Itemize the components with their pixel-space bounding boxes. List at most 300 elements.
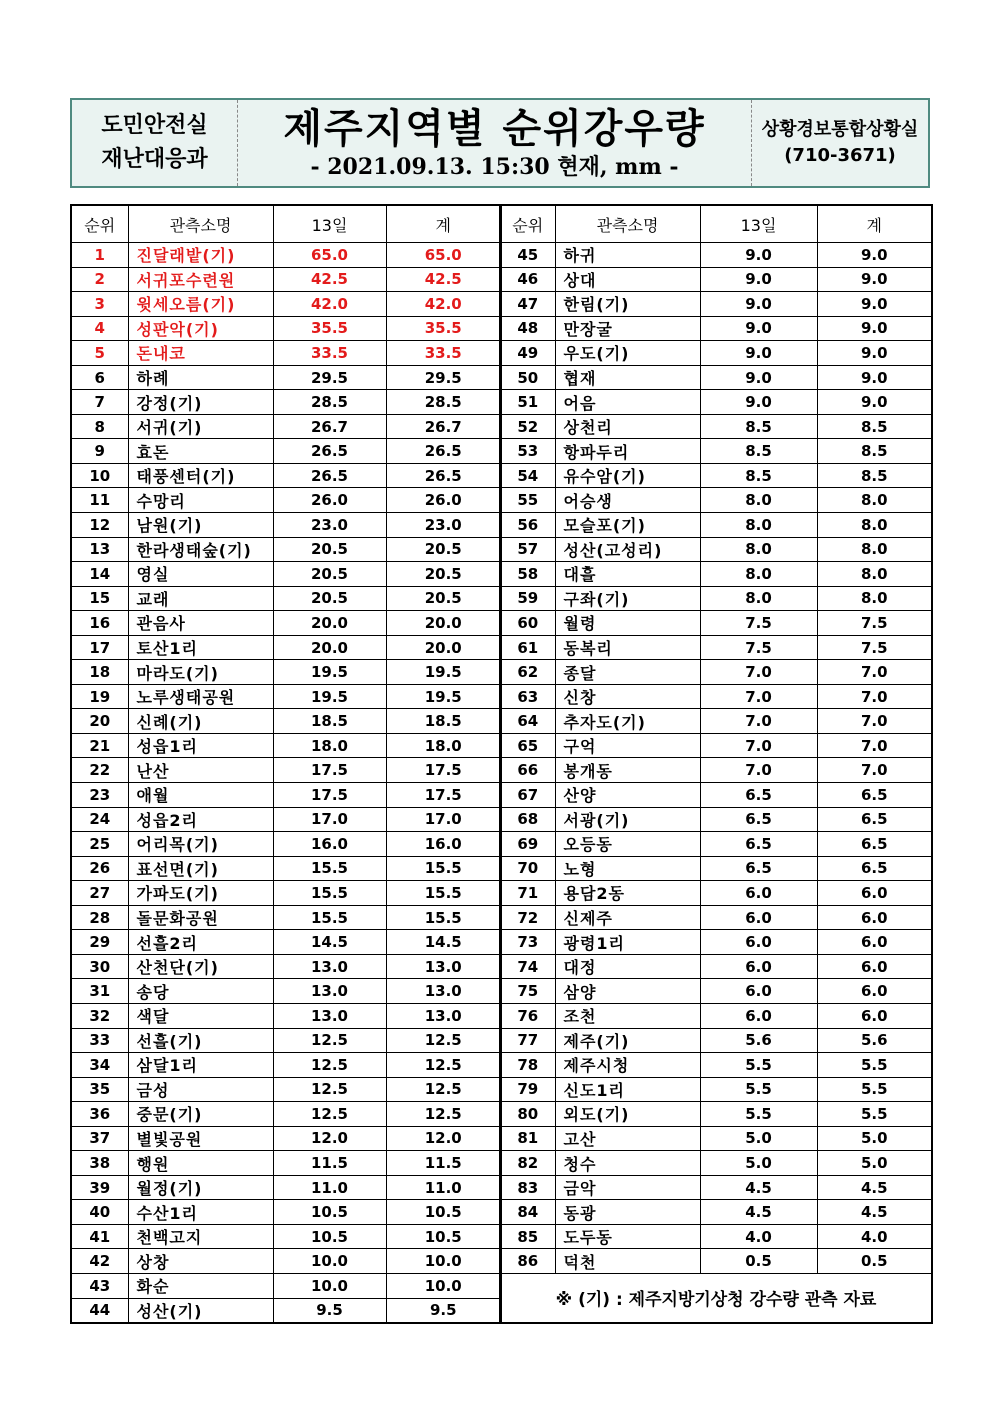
- rank-cell: 12: [71, 513, 128, 538]
- day-rain-cell: 9.0: [700, 292, 817, 317]
- table-row: [500, 881, 932, 906]
- day-rain-cell: 17.5: [273, 783, 386, 808]
- station-cell: 효돈: [128, 439, 273, 464]
- rank-cell: 55: [500, 488, 555, 513]
- table-row: [71, 905, 501, 930]
- day-rain-cell: 8.0: [700, 562, 817, 587]
- total-rain-cell: 6.5: [817, 783, 932, 808]
- total-rain-cell: 6.5: [817, 832, 932, 857]
- rank-cell: 61: [500, 635, 555, 660]
- total-rain-cell: 12.5: [386, 1053, 501, 1078]
- table-row: [71, 1200, 501, 1225]
- day-rain-cell: 10.5: [273, 1224, 386, 1249]
- rank-cell: 71: [500, 881, 555, 906]
- station-cell: 돈내코: [128, 341, 273, 366]
- total-rain-cell: 12.0: [386, 1126, 501, 1151]
- table-row: [71, 463, 501, 488]
- total-rain-cell: 42.0: [386, 292, 501, 317]
- total-rain-cell: 7.0: [817, 660, 932, 685]
- total-rain-cell: 17.5: [386, 758, 501, 783]
- station-cell: 돌문화공원: [128, 905, 273, 930]
- station-cell: 서광(기): [555, 807, 700, 832]
- station-cell: 천백고지: [128, 1224, 273, 1249]
- rank-cell: 80: [500, 1102, 555, 1127]
- station-cell: 제주(기): [555, 1028, 700, 1053]
- day-rain-cell: 33.5: [273, 341, 386, 366]
- station-cell: 관음사: [128, 611, 273, 636]
- day-rain-cell: 7.0: [700, 758, 817, 783]
- table-row: [71, 1003, 501, 1028]
- station-cell: 유수암(기): [555, 463, 700, 488]
- total-rain-cell: 8.0: [817, 537, 932, 562]
- total-rain-cell: 4.0: [817, 1224, 932, 1249]
- rank-cell: 13: [71, 537, 128, 562]
- day-rain-cell: 6.0: [700, 905, 817, 930]
- day-rain-cell: 5.5: [700, 1053, 817, 1078]
- total-rain-cell: 7.0: [817, 684, 932, 709]
- day-rain-cell: 5.0: [700, 1126, 817, 1151]
- day-rain-cell: 7.5: [700, 635, 817, 660]
- note-row: [500, 1273, 932, 1323]
- rank-cell: 78: [500, 1053, 555, 1078]
- rank-cell: 42: [71, 1249, 128, 1274]
- total-rain-cell: 12.5: [386, 1102, 501, 1127]
- total-rain-cell: 10.0: [386, 1249, 501, 1274]
- day-rain-cell: 6.0: [700, 954, 817, 979]
- total-rain-cell: 9.0: [817, 390, 932, 415]
- station-cell: 수산1리: [128, 1200, 273, 1225]
- day-rain-cell: 17.5: [273, 758, 386, 783]
- station-cell: 신제주: [555, 905, 700, 930]
- station-cell: 하례: [128, 365, 273, 390]
- total-rain-cell: 14.5: [386, 930, 501, 955]
- col-station-header: 관측소명: [555, 205, 700, 243]
- table-row: [71, 1028, 501, 1053]
- total-rain-cell: 9.0: [817, 316, 932, 341]
- table-row: [500, 341, 932, 366]
- rank-cell: 2: [71, 267, 128, 292]
- station-cell: 송당: [128, 979, 273, 1004]
- rank-cell: 79: [500, 1077, 555, 1102]
- table-row: [71, 439, 501, 464]
- rank-cell: 45: [500, 243, 555, 268]
- table-row: [500, 488, 932, 513]
- day-rain-cell: 9.0: [700, 243, 817, 268]
- day-rain-cell: 9.0: [700, 267, 817, 292]
- station-cell: 선흘2리: [128, 930, 273, 955]
- station-cell: 선흘(기): [128, 1028, 273, 1053]
- rank-cell: 31: [71, 979, 128, 1004]
- table-row: [71, 1175, 501, 1200]
- table-row: [71, 856, 501, 881]
- station-cell: 고산: [555, 1126, 700, 1151]
- day-rain-cell: 13.0: [273, 979, 386, 1004]
- day-rain-cell: 8.0: [700, 586, 817, 611]
- rank-cell: 66: [500, 758, 555, 783]
- day-rain-cell: 10.0: [273, 1249, 386, 1274]
- day-rain-cell: 6.0: [700, 979, 817, 1004]
- station-cell: 색달: [128, 1003, 273, 1028]
- table-row: [500, 1249, 932, 1274]
- rank-cell: 24: [71, 807, 128, 832]
- day-rain-cell: 5.5: [700, 1102, 817, 1127]
- table-row: [500, 684, 932, 709]
- station-cell: 광령1리: [555, 930, 700, 955]
- station-cell: 노루생태공원: [128, 684, 273, 709]
- station-cell: 덕천: [555, 1249, 700, 1274]
- table-row: [500, 979, 932, 1004]
- rank-cell: 8: [71, 414, 128, 439]
- table-row: [71, 979, 501, 1004]
- station-cell: 어음: [555, 390, 700, 415]
- total-rain-cell: 5.5: [817, 1077, 932, 1102]
- day-rain-cell: 10.5: [273, 1200, 386, 1225]
- day-rain-cell: 14.5: [273, 930, 386, 955]
- rank-cell: 65: [500, 733, 555, 758]
- total-rain-cell: 7.5: [817, 611, 932, 636]
- day-rain-cell: 8.5: [700, 439, 817, 464]
- day-rain-cell: 26.5: [273, 439, 386, 464]
- total-rain-cell: 17.5: [386, 783, 501, 808]
- station-cell: 구좌(기): [555, 586, 700, 611]
- rank-cell: 36: [71, 1102, 128, 1127]
- table-row: [500, 905, 932, 930]
- table-row: [500, 758, 932, 783]
- rank-cell: 17: [71, 635, 128, 660]
- rank-cell: 40: [71, 1200, 128, 1225]
- rank-cell: 3: [71, 292, 128, 317]
- day-rain-cell: 5.0: [700, 1151, 817, 1176]
- department-block: [72, 100, 238, 186]
- rank-cell: 48: [500, 316, 555, 341]
- total-rain-cell: 18.5: [386, 709, 501, 734]
- total-rain-cell: 23.0: [386, 513, 501, 538]
- total-rain-cell: 9.0: [817, 365, 932, 390]
- col-total-header: 계: [386, 205, 501, 243]
- rank-cell: 14: [71, 562, 128, 587]
- station-cell: 애월: [128, 783, 273, 808]
- rank-cell: 26: [71, 856, 128, 881]
- table-row: [71, 341, 501, 366]
- day-rain-cell: 4.5: [700, 1200, 817, 1225]
- day-rain-cell: 11.0: [273, 1175, 386, 1200]
- total-rain-cell: 10.5: [386, 1224, 501, 1249]
- col-day-header: 13일: [273, 205, 386, 243]
- day-rain-cell: 12.5: [273, 1077, 386, 1102]
- table-row: [500, 1126, 932, 1151]
- total-rain-cell: 6.0: [817, 954, 932, 979]
- rank-cell: 19: [71, 684, 128, 709]
- day-rain-cell: 12.5: [273, 1102, 386, 1127]
- office-phone: (710-3671): [784, 145, 896, 166]
- rank-cell: 70: [500, 856, 555, 881]
- table-row: [500, 930, 932, 955]
- table-row: [71, 1077, 501, 1102]
- day-rain-cell: 13.0: [273, 954, 386, 979]
- table-row: [71, 1151, 501, 1176]
- rank-cell: 74: [500, 954, 555, 979]
- day-rain-cell: 15.5: [273, 905, 386, 930]
- table-row: [500, 1200, 932, 1225]
- day-rain-cell: 28.5: [273, 390, 386, 415]
- total-rain-cell: 15.5: [386, 905, 501, 930]
- station-cell: 가파도(기): [128, 881, 273, 906]
- station-cell: 하귀: [555, 243, 700, 268]
- day-rain-cell: 12.5: [273, 1053, 386, 1078]
- day-rain-cell: 5.6: [700, 1028, 817, 1053]
- total-rain-cell: 15.5: [386, 856, 501, 881]
- day-rain-cell: 12.0: [273, 1126, 386, 1151]
- total-rain-cell: 8.0: [817, 562, 932, 587]
- station-cell: 화순: [128, 1273, 273, 1298]
- day-rain-cell: 7.0: [700, 733, 817, 758]
- station-cell: 신도1리: [555, 1077, 700, 1102]
- table-row: [71, 1298, 501, 1323]
- rank-cell: 60: [500, 611, 555, 636]
- col-rank-header: 순위: [71, 205, 128, 243]
- day-rain-cell: 7.0: [700, 660, 817, 685]
- table-row: [71, 243, 501, 268]
- rank-cell: 16: [71, 611, 128, 636]
- rank-cell: 62: [500, 660, 555, 685]
- station-cell: 삼달1리: [128, 1053, 273, 1078]
- table-row: [71, 414, 501, 439]
- rank-cell: 25: [71, 832, 128, 857]
- station-cell: 노형: [555, 856, 700, 881]
- station-cell: 서귀포수련원: [128, 267, 273, 292]
- day-rain-cell: 18.5: [273, 709, 386, 734]
- total-rain-cell: 11.0: [386, 1175, 501, 1200]
- station-cell: 강정(기): [128, 390, 273, 415]
- table-row: [71, 390, 501, 415]
- table-row: [71, 1053, 501, 1078]
- table-row: [500, 292, 932, 317]
- station-cell: 진달래밭(기): [128, 243, 273, 268]
- total-rain-cell: 11.5: [386, 1151, 501, 1176]
- total-rain-cell: 35.5: [386, 316, 501, 341]
- total-rain-cell: 9.0: [817, 292, 932, 317]
- rank-cell: 69: [500, 832, 555, 857]
- total-rain-cell: 29.5: [386, 365, 501, 390]
- total-rain-cell: 13.0: [386, 954, 501, 979]
- station-cell: 윗세오름(기): [128, 292, 273, 317]
- table-row: [500, 365, 932, 390]
- station-cell: 신창: [555, 684, 700, 709]
- total-rain-cell: 5.5: [817, 1053, 932, 1078]
- station-cell: 성읍2리: [128, 807, 273, 832]
- rank-cell: 46: [500, 267, 555, 292]
- table-row: [500, 611, 932, 636]
- rank-cell: 18: [71, 660, 128, 685]
- table-row: [500, 807, 932, 832]
- day-rain-cell: 8.0: [700, 513, 817, 538]
- station-cell: 한라생태숲(기): [128, 537, 273, 562]
- page-title: 제주지역별 순위강우량: [283, 106, 706, 152]
- station-cell: 도두동: [555, 1224, 700, 1249]
- total-rain-cell: 20.5: [386, 586, 501, 611]
- day-rain-cell: 20.0: [273, 635, 386, 660]
- day-rain-cell: 6.5: [700, 783, 817, 808]
- table-row: [500, 1224, 932, 1249]
- table-row: [500, 267, 932, 292]
- rank-cell: 1: [71, 243, 128, 268]
- day-rain-cell: 20.5: [273, 562, 386, 587]
- station-cell: 교래: [128, 586, 273, 611]
- total-rain-cell: 20.5: [386, 562, 501, 587]
- rank-cell: 30: [71, 954, 128, 979]
- station-cell: 성읍1리: [128, 733, 273, 758]
- total-rain-cell: 65.0: [386, 243, 501, 268]
- total-rain-cell: 26.5: [386, 463, 501, 488]
- table-row: [500, 635, 932, 660]
- rank-cell: 43: [71, 1273, 128, 1298]
- office-name: 상황경보통합상황실: [761, 119, 919, 140]
- day-rain-cell: 29.5: [273, 365, 386, 390]
- station-cell: 영실: [128, 562, 273, 587]
- day-rain-cell: 26.7: [273, 414, 386, 439]
- rank-cell: 5: [71, 341, 128, 366]
- total-rain-cell: 16.0: [386, 832, 501, 857]
- total-rain-cell: 10.5: [386, 1200, 501, 1225]
- day-rain-cell: 26.5: [273, 463, 386, 488]
- rank-cell: 47: [500, 292, 555, 317]
- total-rain-cell: 4.5: [817, 1175, 932, 1200]
- day-rain-cell: 12.5: [273, 1028, 386, 1053]
- day-rain-cell: 7.0: [700, 709, 817, 734]
- table-row: [500, 783, 932, 808]
- station-cell: 산천단(기): [128, 954, 273, 979]
- rank-cell: 32: [71, 1003, 128, 1028]
- table-row: [71, 881, 501, 906]
- col-rank-header: 순위: [500, 205, 555, 243]
- table-row: [500, 856, 932, 881]
- rank-cell: 53: [500, 439, 555, 464]
- station-cell: 청수: [555, 1151, 700, 1176]
- rank-cell: 33: [71, 1028, 128, 1053]
- table-row: [71, 758, 501, 783]
- total-rain-cell: 42.5: [386, 267, 501, 292]
- rank-cell: 9: [71, 439, 128, 464]
- rank-cell: 11: [71, 488, 128, 513]
- table-row: [71, 365, 501, 390]
- header-box: [70, 98, 930, 188]
- day-rain-cell: 10.0: [273, 1273, 386, 1298]
- total-rain-cell: 13.0: [386, 979, 501, 1004]
- station-cell: 대흘: [555, 562, 700, 587]
- station-cell: 동복리: [555, 635, 700, 660]
- total-rain-cell: 7.0: [817, 758, 932, 783]
- day-rain-cell: 20.5: [273, 537, 386, 562]
- table-row: [71, 316, 501, 341]
- rank-cell: 34: [71, 1053, 128, 1078]
- table-row: [71, 488, 501, 513]
- day-rain-cell: 9.5: [273, 1298, 386, 1323]
- table-row: [500, 1175, 932, 1200]
- table-body-right: [500, 243, 932, 1274]
- total-rain-cell: 26.7: [386, 414, 501, 439]
- day-rain-cell: 9.0: [700, 365, 817, 390]
- rainfall-table-left: [70, 204, 502, 1324]
- rank-cell: 38: [71, 1151, 128, 1176]
- rank-cell: 57: [500, 537, 555, 562]
- day-rain-cell: 20.5: [273, 586, 386, 611]
- table-row: [71, 930, 501, 955]
- rank-cell: 68: [500, 807, 555, 832]
- table-row: [71, 709, 501, 734]
- station-cell: 우도(기): [555, 341, 700, 366]
- total-rain-cell: 12.5: [386, 1028, 501, 1053]
- col-station-header: 관측소명: [128, 205, 273, 243]
- rank-cell: 35: [71, 1077, 128, 1102]
- table-row: [71, 635, 501, 660]
- total-rain-cell: 20.0: [386, 611, 501, 636]
- table-row: [500, 1102, 932, 1127]
- station-cell: 어리목(기): [128, 832, 273, 857]
- table-row: [500, 586, 932, 611]
- rank-cell: 54: [500, 463, 555, 488]
- total-rain-cell: 8.0: [817, 513, 932, 538]
- table-header-row: [500, 205, 932, 243]
- total-rain-cell: 17.0: [386, 807, 501, 832]
- col-day-header: 13일: [700, 205, 817, 243]
- total-rain-cell: 7.0: [817, 709, 932, 734]
- total-rain-cell: 12.5: [386, 1077, 501, 1102]
- station-cell: 태풍센터(기): [128, 463, 273, 488]
- total-rain-cell: 20.0: [386, 635, 501, 660]
- day-rain-cell: 6.5: [700, 856, 817, 881]
- table-row: [71, 954, 501, 979]
- total-rain-cell: 9.0: [817, 243, 932, 268]
- table-row: [71, 513, 501, 538]
- day-rain-cell: 17.0: [273, 807, 386, 832]
- station-cell: 협재: [555, 365, 700, 390]
- total-rain-cell: 7.0: [817, 733, 932, 758]
- total-rain-cell: 5.0: [817, 1126, 932, 1151]
- station-cell: 성산(고성리): [555, 537, 700, 562]
- table-row: [71, 562, 501, 587]
- total-rain-cell: 15.5: [386, 881, 501, 906]
- table-row: [500, 832, 932, 857]
- rank-cell: 49: [500, 341, 555, 366]
- rank-cell: 4: [71, 316, 128, 341]
- rank-cell: 37: [71, 1126, 128, 1151]
- day-rain-cell: 9.0: [700, 316, 817, 341]
- station-cell: 봉개동: [555, 758, 700, 783]
- department-line-2: 재난대응과: [101, 147, 208, 172]
- station-cell: 토산1리: [128, 635, 273, 660]
- table-row: [71, 1126, 501, 1151]
- total-rain-cell: 6.5: [817, 807, 932, 832]
- rainfall-table-right: [499, 204, 933, 1324]
- station-cell: 모슬포(기): [555, 513, 700, 538]
- office-block: [752, 100, 928, 186]
- total-rain-cell: 6.0: [817, 979, 932, 1004]
- station-cell: 제주시청: [555, 1053, 700, 1078]
- table-row: [500, 390, 932, 415]
- rank-cell: 67: [500, 783, 555, 808]
- day-rain-cell: 4.0: [700, 1224, 817, 1249]
- day-rain-cell: 6.0: [700, 930, 817, 955]
- rank-cell: 23: [71, 783, 128, 808]
- rank-cell: 52: [500, 414, 555, 439]
- total-rain-cell: 7.5: [817, 635, 932, 660]
- day-rain-cell: 18.0: [273, 733, 386, 758]
- total-rain-cell: 18.0: [386, 733, 501, 758]
- station-cell: 항파두리: [555, 439, 700, 464]
- station-cell: 수망리: [128, 488, 273, 513]
- table-row: [500, 733, 932, 758]
- day-rain-cell: 6.5: [700, 807, 817, 832]
